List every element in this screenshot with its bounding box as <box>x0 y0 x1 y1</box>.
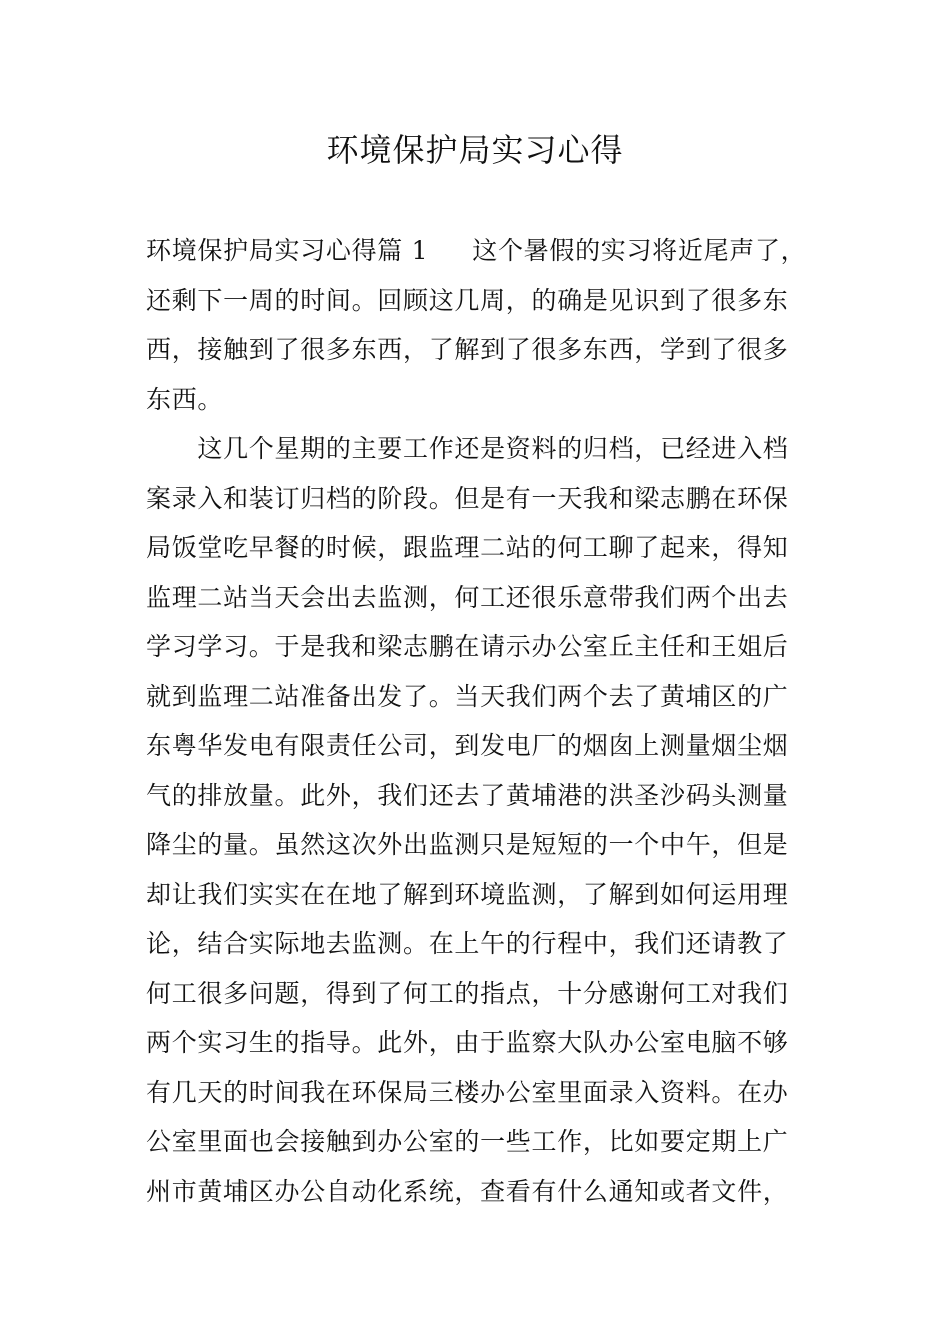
body-line: 东西。 <box>146 384 224 414</box>
body-line: 学习学习。于是我和梁志鹏在请示办公室丘主任和王姐后 <box>146 632 789 661</box>
body-line: 局饭堂吃早餐的时候，跟监理二站的何工聊了起来，得知 <box>146 533 789 562</box>
document-body <box>146 226 808 1216</box>
body-line: 何工很多问题，得到了何工的指点，十分感谢何工对我们 <box>146 978 789 1008</box>
body-line: 气的排放量。此外，我们还去了黄埔港的洪圣沙码头测量 <box>146 780 789 810</box>
paragraph-text: 这个暑假的实习将近尾声了， <box>472 236 807 265</box>
body-line: 这几个星期的主要工作还是资料的归档，已经进入档 <box>146 434 789 463</box>
body-line: 论，结合实际地去监测。在上午的行程中，我们还请教了 <box>146 929 789 958</box>
body-line <box>146 226 808 276</box>
body-line: 就到监理二站准备出发了。当天我们两个去了黄埔区的广 <box>146 681 789 711</box>
body-line: 降尘的量。虽然这次外出监测只是短短的一个中午，但是 <box>146 830 789 859</box>
section-heading: 环境保护局实习心得篇 1 <box>146 236 429 265</box>
body-line: 却让我们实实在在地了解到环境监测，了解到如何运用理 <box>146 879 789 909</box>
body-line: 案录入和装订归档的阶段。但是有一天我和梁志鹏在环保 <box>146 483 789 513</box>
body-line: 监理二站当天会出去监测，何工还很乐意带我们两个出去 <box>146 582 789 612</box>
body-line: 东粤华发电有限责任公司，到发电厂的烟囱上测量烟尘烟 <box>146 731 789 760</box>
body-line: 西，接触到了很多东西，了解到了很多东西，学到了很多 <box>146 335 789 364</box>
body-line: 公室里面也会接触到办公室的一些工作，比如要定期上广 <box>146 1127 789 1156</box>
body-line: 州市黄埔区办公自动化系统，查看有什么通知或者文件， <box>146 1176 789 1206</box>
body-line: 有几天的时间我在环保局三楼办公室里面录入资料。在办 <box>146 1077 789 1107</box>
body-line: 还剩下一周的时间。回顾这几周，的确是见识到了很多东 <box>146 285 789 315</box>
document-title: 环境保护局实习心得 <box>326 131 624 169</box>
body-line: 两个实习生的指导。此外，由于监察大队办公室电脑不够 <box>146 1028 789 1057</box>
